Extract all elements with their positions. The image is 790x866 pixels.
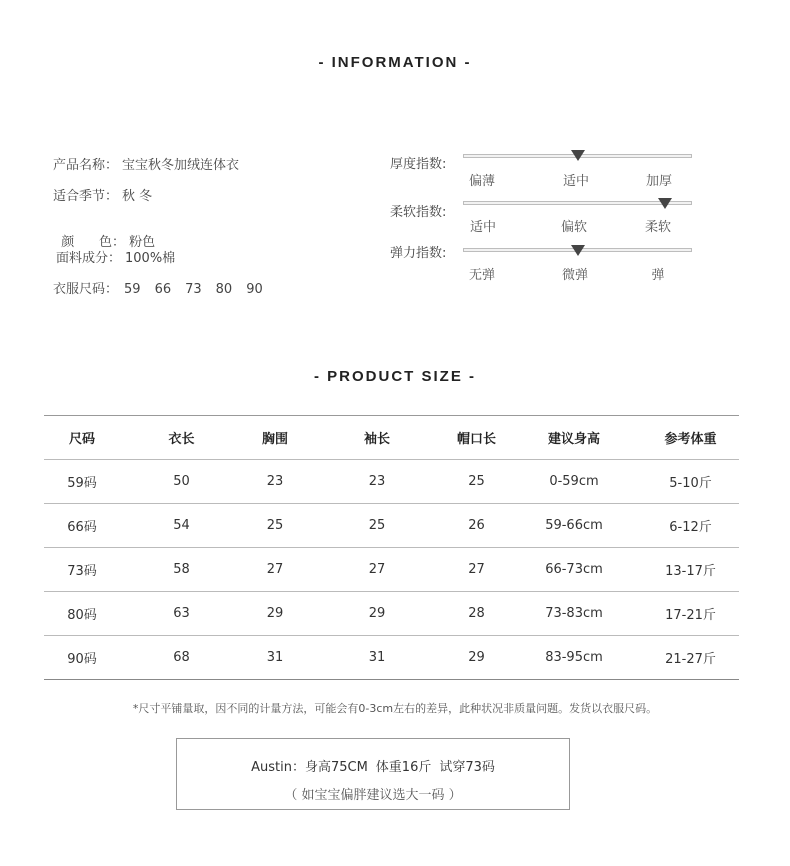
table-cell: 6-12斤 (642, 504, 739, 548)
table-cell: 28 (447, 592, 506, 636)
table-cell: 31 (243, 636, 307, 680)
table-cell: 25 (243, 504, 307, 548)
info-row-product-name (53, 154, 239, 173)
model-size: 试穿73码 (439, 760, 495, 775)
info-label: 适合季节： (53, 189, 119, 204)
info-row-season (53, 185, 152, 204)
info-row-color (53, 216, 155, 250)
info-label: 衣服尺码： (53, 282, 119, 297)
measurement-note: *尺寸平铺量取，因不同的计量方法，可能会有0-3cm左右的差异，此种状况非质量问题。发货以衣服尺码。 (132, 702, 658, 715)
info-value: 100%棉 (125, 251, 176, 266)
table-cell: 17-21斤 (642, 592, 739, 636)
scale-label: 厚度指数: (390, 157, 447, 172)
column-header: 胸围 (243, 416, 307, 460)
column-header: 尺码 (44, 416, 120, 460)
info-row-sizes (53, 278, 277, 297)
table-cell: 68 (120, 636, 243, 680)
info-label: 面料成分： (56, 251, 122, 266)
table-cell: 73-83cm (506, 592, 642, 636)
model-stats (177, 756, 569, 775)
model-info-box (176, 738, 570, 810)
table-cell: 59-66cm (506, 504, 642, 548)
scale-tick: 弹 (651, 268, 665, 283)
table-cell: 21-27斤 (642, 636, 739, 680)
scale-tick: 无弹 (468, 268, 496, 283)
size-table (44, 415, 739, 680)
table-cell: 73码 (44, 548, 120, 592)
scale-marker (571, 245, 585, 256)
table-cell: 0-59cm (506, 460, 642, 504)
scale-marker (571, 150, 585, 161)
table-row (44, 548, 739, 592)
size-option: 90 (246, 282, 263, 297)
scale-label: 弹力指数: (390, 246, 447, 261)
scale-tick: 偏薄 (468, 174, 496, 189)
info-label: 产品名称： (53, 158, 119, 173)
model-name: Austin： (251, 760, 305, 775)
size-option: 59 (124, 282, 141, 297)
table-row (44, 460, 739, 504)
scale-tick: 偏软 (560, 220, 588, 235)
scale-tick: 适中 (469, 220, 497, 235)
column-header: 袖长 (307, 416, 447, 460)
model-height: 身高75CM (304, 760, 368, 775)
model-weight: 体重16斤 (375, 760, 432, 775)
table-cell: 29 (243, 592, 307, 636)
product-size-heading: - PRODUCT SIZE - (314, 368, 476, 385)
table-cell: 31 (307, 636, 447, 680)
table-cell: 63 (120, 592, 243, 636)
scale-tick: 微弹 (561, 268, 589, 283)
column-header: 帽口长 (447, 416, 506, 460)
scale-label: 柔软指数: (390, 205, 447, 220)
scale-tick: 加厚 (645, 174, 673, 189)
table-row (44, 636, 739, 680)
table-cell: 27 (243, 548, 307, 592)
table-cell: 50 (120, 460, 243, 504)
info-row-material (56, 247, 175, 266)
table-cell: 29 (307, 592, 447, 636)
table-row (44, 504, 739, 548)
info-value: 秋 冬 (122, 189, 153, 204)
table-cell: 59码 (44, 460, 120, 504)
scale-tick: 适中 (562, 174, 590, 189)
size-option: 73 (185, 282, 202, 297)
scale-tick: 柔软 (644, 220, 672, 235)
table-cell: 54 (120, 504, 243, 548)
info-value: 宝宝秋冬加绒连体衣 (122, 158, 240, 173)
info-value: 粉色 (129, 235, 156, 250)
size-option: 66 (154, 282, 172, 297)
table-cell: 90码 (44, 636, 120, 680)
table-header-row (44, 416, 739, 460)
size-option: 80 (215, 282, 233, 297)
table-cell: 26 (447, 504, 506, 548)
model-advice: （ 如宝宝偏胖建议选大一码 ） (284, 788, 462, 803)
table-row (44, 592, 739, 636)
info-label: 颜 色： (61, 235, 126, 250)
table-cell: 25 (307, 504, 447, 548)
table-cell: 66-73cm (506, 548, 642, 592)
table-cell: 58 (120, 548, 243, 592)
column-header: 参考体重 (642, 416, 739, 460)
table-cell: 13-17斤 (642, 548, 739, 592)
table-cell: 27 (447, 548, 506, 592)
information-heading: - INFORMATION - (318, 54, 472, 71)
column-header: 建议身高 (506, 416, 642, 460)
table-cell: 27 (307, 548, 447, 592)
table-cell: 23 (243, 460, 307, 504)
table-cell: 83-95cm (506, 636, 642, 680)
scale-marker (658, 198, 672, 209)
table-cell: 66码 (44, 504, 120, 548)
table-cell: 80码 (44, 592, 120, 636)
table-cell: 23 (307, 460, 447, 504)
table-cell: 5-10斤 (642, 460, 739, 504)
column-header: 衣长 (120, 416, 243, 460)
table-cell: 25 (447, 460, 506, 504)
table-cell: 29 (447, 636, 506, 680)
